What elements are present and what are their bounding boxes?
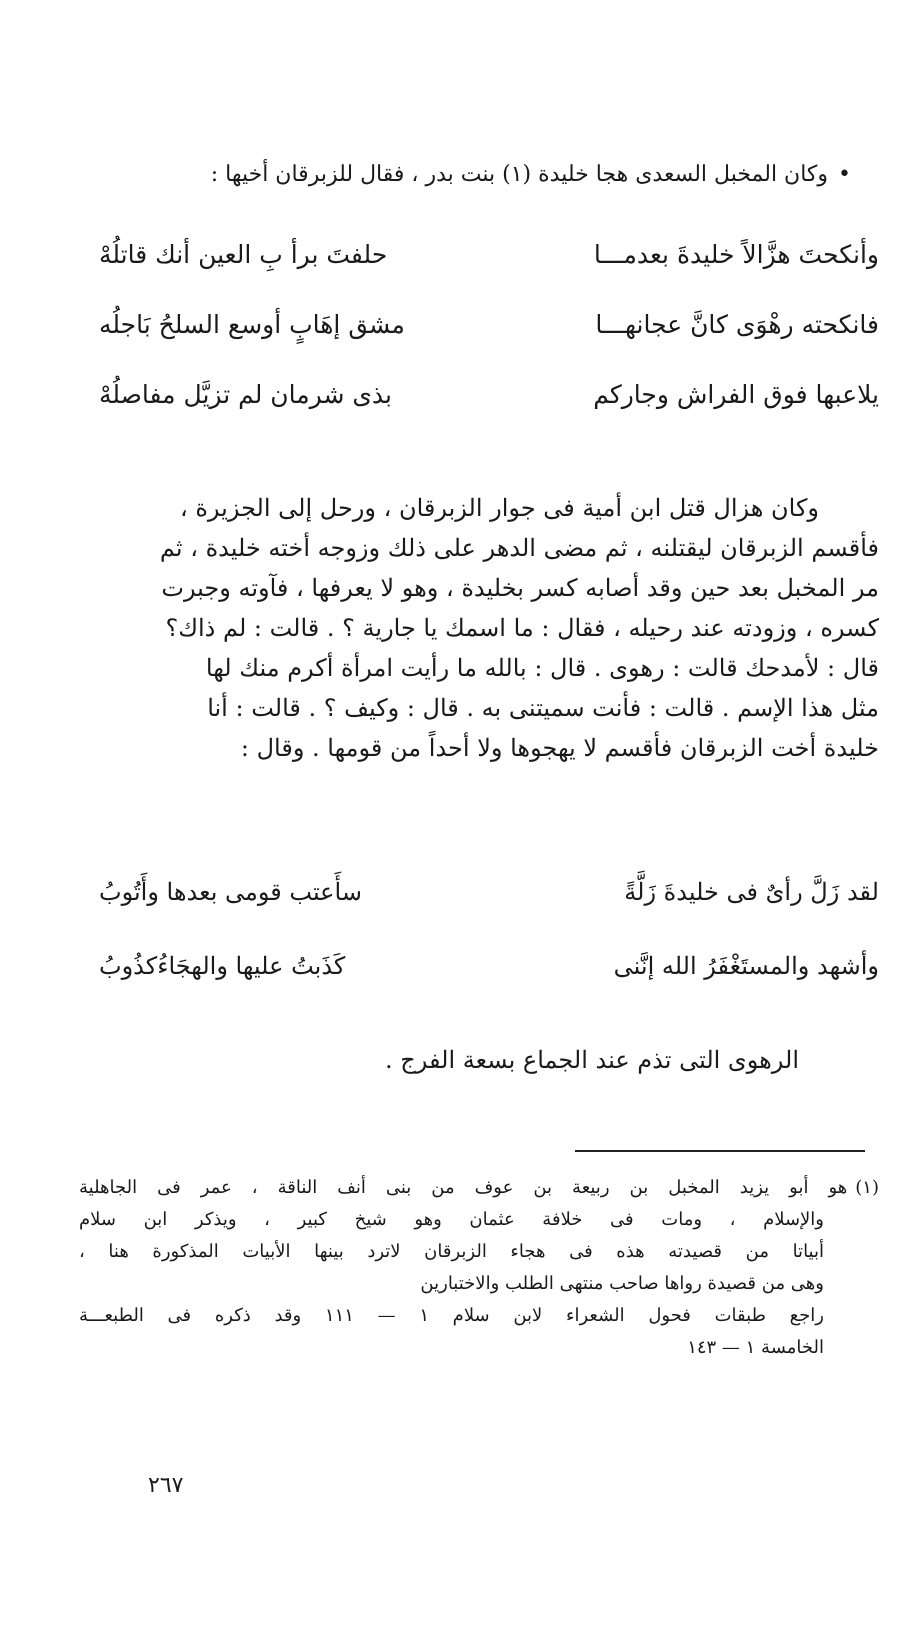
hemistich-second: كَذَبتُ عليها والهجَاءُكذُوبُ bbox=[99, 952, 346, 980]
footnote-line bbox=[79, 1172, 879, 1204]
hemistich-second: مشق إهَابٍ أوسع السلحُ بَاجلُه bbox=[99, 310, 405, 339]
footnote-text: هو أبو يزيد المخبل بن ربيعة بن عوف من بنى أنف الناقة ، عمر فى الجاهلية bbox=[79, 1177, 848, 1198]
page-number: ٢٦٧ bbox=[148, 1473, 184, 1498]
footnote-block bbox=[79, 1172, 879, 1364]
bullet-mark: • bbox=[838, 162, 851, 187]
verse-line bbox=[99, 952, 879, 1026]
hemistich-second: حلفتَ برأ بِ العين أنك قاتلُهْ bbox=[99, 240, 388, 269]
hemistich-first: لقد زَلَّ رأىٌ فى خليدةَ زَلَّةً bbox=[624, 878, 879, 906]
prose-paragraph bbox=[99, 488, 879, 768]
footnote-divider bbox=[575, 1150, 865, 1152]
intro-text: وكان المخبل السعدى هجا خليدة (١) بنت بدر ، فقال للزبرقان أخيها : bbox=[210, 162, 829, 187]
hemistich-second: بذى شرمان لم تزيَّل مفاصلُهْ bbox=[99, 380, 393, 409]
hemistich-first: وأشهد والمستَغْفَرُ الله إنَّنى bbox=[613, 952, 879, 980]
hemistich-first: فانكحته رهْوَى كانَّ عجانهـــا bbox=[595, 310, 879, 339]
verse-line bbox=[99, 878, 879, 952]
closing-note: الرهوى التى تذم عند الجماع بسعة الفرج . bbox=[385, 1046, 799, 1074]
intro-line bbox=[91, 160, 851, 190]
prose-line: قال : لأمدحك قالت : رهوى . قال : بالله ما رأيت امرأة أكرم منك لها bbox=[205, 654, 879, 682]
hemistich-first: وأنكحتَ هزَّالاً خليدةَ بعدمـــا bbox=[593, 240, 879, 269]
prose-line: مثل هذا الإسم . قالت : فأنت سميتنى به . قال : وكيف ؟ . قالت : أنا bbox=[207, 694, 879, 722]
verse-line bbox=[99, 380, 879, 450]
poem-block-2 bbox=[99, 878, 879, 1026]
footnote-line: وهى من قصيدة رواها صاحب منتهى الطلب والاختبارين bbox=[420, 1273, 824, 1294]
prose-line: خليدة أخت الزبرقان فأقسم لا يهجوها ولا أحداً من قومها . وقال : bbox=[240, 734, 879, 762]
poem-block-1 bbox=[99, 240, 879, 450]
footnote-line: راجع طبقات فحول الشعراء لابن سلام ١ — ١١١ وقد ذكره فى الطبعـــة bbox=[79, 1305, 824, 1326]
footnote-line: والإسلام ، ومات فى خلافة عثمان وهو شيخ كبير ، ويذكر ابن سلام bbox=[79, 1209, 824, 1230]
verse-line bbox=[99, 310, 879, 380]
prose-line: كسره ، وزودته عند رحيله ، فقال : ما اسمك يا جارية ؟ . قالت : لم ذاك؟ bbox=[165, 614, 879, 642]
hemistich-second: سأَعتب قومى بعدها وأَتُوبُ bbox=[99, 878, 362, 906]
prose-line: وكان هزال قتل ابن أمية فى جوار الزبرقان ، ورحل إلى الجزيرة ، bbox=[179, 494, 819, 522]
footnote-number: (١) bbox=[855, 1177, 879, 1198]
verse-line bbox=[99, 240, 879, 310]
prose-line: فأقسم الزبرقان ليقتلنه ، ثم مضى الدهر على ذلك وزوجه أخته خليدة ، ثم bbox=[159, 534, 879, 562]
hemistich-first: يلاعبها فوق الفراش وجاركم bbox=[593, 380, 879, 409]
prose-line: مر المخبل بعد حين وقد أصابه كسر بخليدة ، وهو لا يعرفها ، فآوته وجبرت bbox=[161, 574, 879, 602]
footnote-line: الخامسة ١ — ١٤٣ bbox=[687, 1337, 824, 1358]
footnote-line: أبياتا من قصيدته هذه فى هجاء الزبرقان لاترد بينها الأبيات المذكورة هنا ، bbox=[79, 1241, 824, 1262]
